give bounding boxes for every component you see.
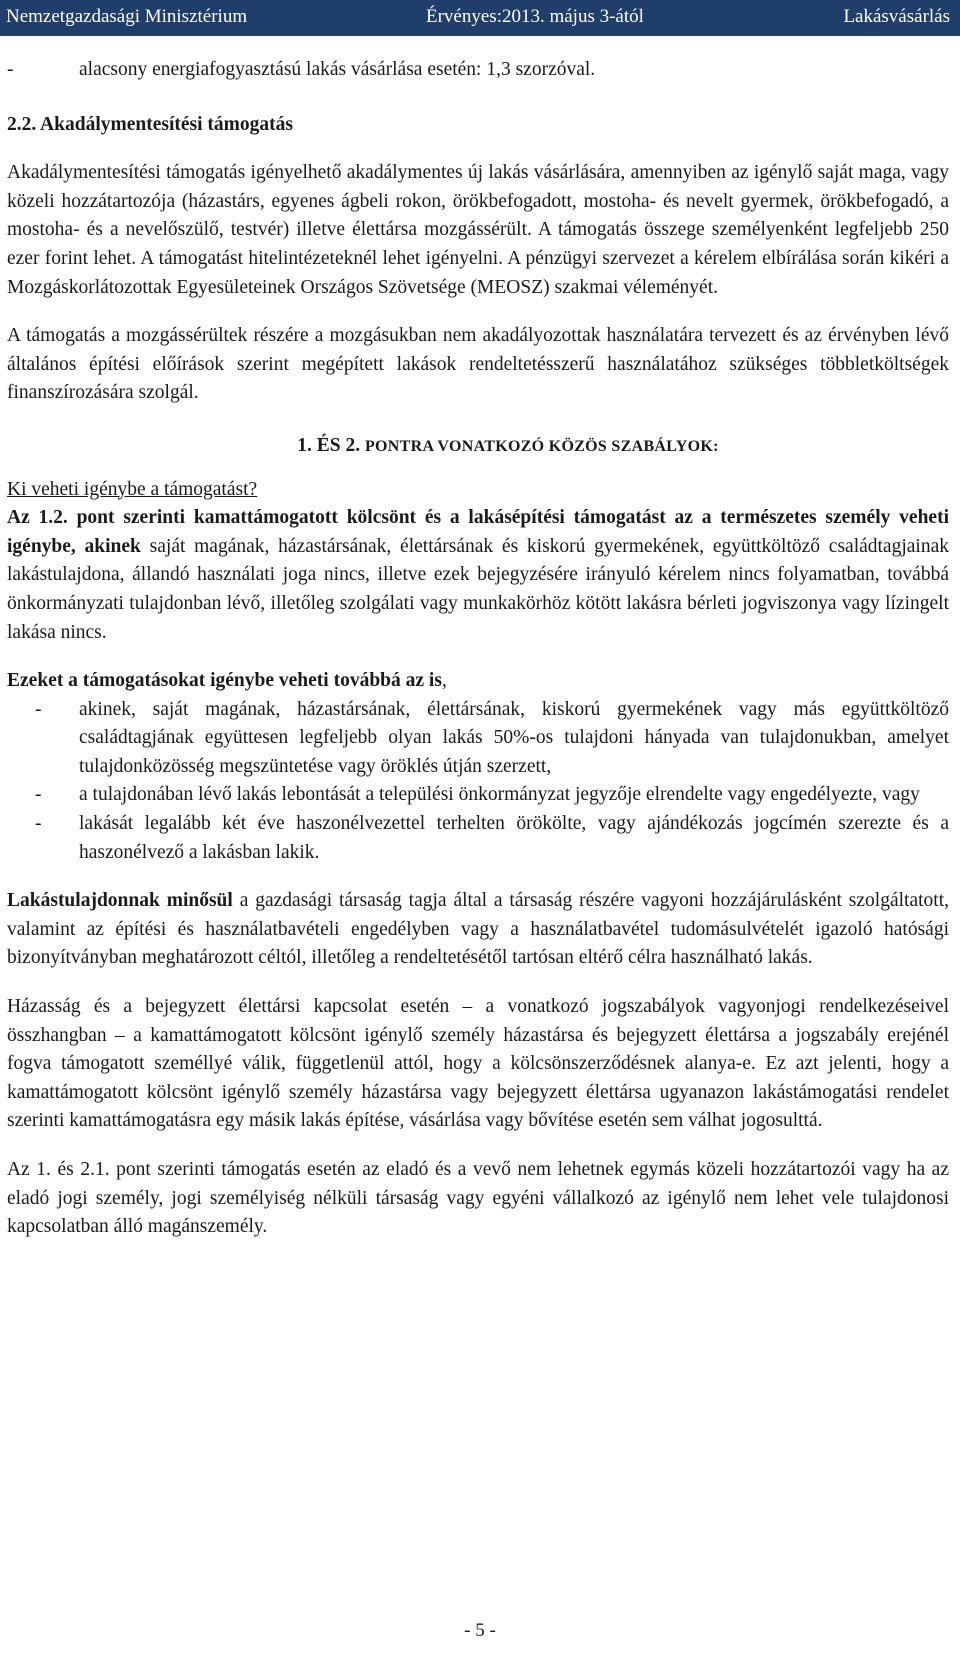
ownership-bold: Lakástulajdonnak minősül <box>7 890 233 912</box>
eligibility-bold: Az 1.2. pont szerinti kamattámogatott kölcsönt és a lakásépítési támogatást az a természetes személy veheti igénybe, akinek <box>7 507 949 557</box>
list-item: - akinek, saját magának, házastársának, élettársának, kiskorú gyermekének vagy más együttköltöző családtagjának együttesen legfeljebb olyan lakás 50%-os tulajdoni hányada van tulajdonukban, amelyet tulajdonközösség megszüntetése vagy öröklés útján szerzett, <box>35 698 949 777</box>
list-dash: - <box>7 59 14 80</box>
intro-item-text: alacsony energiafogyasztású lakás vásárlása esetén: 1,3 szorzóval. <box>79 59 596 80</box>
section-paragraph-2: A támogatás a mozgássérültek részére a mozgásukban nem akadályozottak használatára tervezett és az érvényben lévő általános építési előírások szerint megépített lakások rendeltetésszerű használatához szükséges többletköltségek finanszírozására szolgál. <box>7 325 949 404</box>
seller-buyer-paragraph: Az 1. és 2.1. pont szerinti támogatás esetén az eladó és a vevő nem lehetnek egymás közeli hozzátartozói vagy ha az eladó jogi személy, jogi személyiség nélküli társaság vagy egyéni vállalkozó az igénylő nem lehet vele tulajdonosi kapcsolatban álló magánszemély. <box>7 1159 949 1238</box>
marriage-paragraph: Házasság és a bejegyzett élettársi kapcsolat esetén – a vonatkozó jogszabályok vagyonjogi rendelkezéseivel összhangban – a kamattámogatott kölcsönt igénylő személy házastársa és bejegyzett élettársa a jogszabály erejénél fogva támogatott személlyé válik, függetlenül attól, hogy a kölcsönszerződésnek alanya-e. Ez azt jelenti, hogy a kamattámogatott kölcsönt igénylő személy házastársa vagy bejegyzett élettársa ugyanazon lakástámogatási rendelet szerinti kamattámogatásra egy másik lakás építése, vásárlása vagy bővítése esetén sem válhat jogosulttá. <box>7 996 949 1132</box>
header-topic: Lakásvásárlás <box>843 6 950 27</box>
list-item: - a tulajdonában lévő lakás lebontását a települési önkormányzat jegyzője elrendelte vagy engedélyezte, vagy <box>35 784 920 806</box>
additional-eligibility-lead <box>7 667 949 696</box>
page-number: - 5 - <box>464 1620 496 1641</box>
document-body <box>7 56 949 1242</box>
eligibility-paragraph <box>7 504 949 647</box>
eligibility-rest: saját magának, házastársának, élettársának és kiskorú gyermekének, együttköltöző családtagjainak lakástulajdona, állandó használati joga nincs, illetve ezek bejegyzésére irányuló kérelem nincs folyamatban, továbbá önkormányzati tulajdonban lévő, illetőleg szolgálati vagy munkakörhöz kötött lakásra bérleti jogviszonya vagy lízingelt lakása nincs. <box>7 535 949 643</box>
ownership-rest: a gazdasági társaság tagja által a társaság részére vagyoni hozzájárulásként szolgáltatott, valamint az építési és használatbavételi engedélyben vagy a használatbavétel tudomásulvételét igazoló hatósági bizonyítványban meghatározott céltól, illetőleg a rendeltetésétől tartósan eltérő célra használható lakás. <box>7 890 949 969</box>
list-item: - lakását legalább két éve haszonélvezettel terhelten örökölte, vagy ajándékozás jogcímén szerezte és a haszonélvező a lakásban lakik. <box>35 813 949 863</box>
section-paragraph-1: Akadálymentesítési támogatás igényelhető akadálymentes új lakás vásárlására, amennyiben az igénylő saját maga, vagy közeli hozzátartozója (házastárs, egyenes ágbeli rokon, örökbefogadott, mostoha- és nevelt gyermek, örökbefogadó, a mostoha- és a nevelőszülő, testvér) illetve élettársa mozgássérült. A támogatás összege személyenként legfeljebb 250 ezer forint lehet. A támogatást hitelintézeteknél lehet igényelni. A pénzügyi szervezet a kérelem elbírálása során kikéri a Mozgáskorlátozottak Egyesületeinek Országos Szövetsége (MEOSZ) szakmai véleményét. <box>7 162 949 298</box>
section-title: 2.2. Akadálymentesítési támogatás <box>7 113 293 135</box>
eligibility-list <box>7 696 949 868</box>
additional-eligibility-bold: Ezeket a támogatásokat igénybe veheti továbbá az is <box>7 670 442 692</box>
header-ministry: Nemzetgazdasági Minisztérium <box>6 6 248 27</box>
common-rules-heading-rest: PONTRA VONATKOZÓ KÖZÖS SZABÁLYOK: <box>364 437 719 455</box>
intro-list-item <box>7 56 949 85</box>
additional-eligibility-comma: , <box>441 670 447 692</box>
common-rules-heading-prefix: 1. ÉS 2. <box>297 434 365 456</box>
header-validity: Érvényes:2013. május 3-ától <box>426 6 644 27</box>
question-heading: Ki veheti igénybe a támogatást? <box>7 478 258 500</box>
ownership-paragraph <box>7 887 949 973</box>
page-header <box>0 0 960 36</box>
common-rules-heading <box>7 432 949 462</box>
